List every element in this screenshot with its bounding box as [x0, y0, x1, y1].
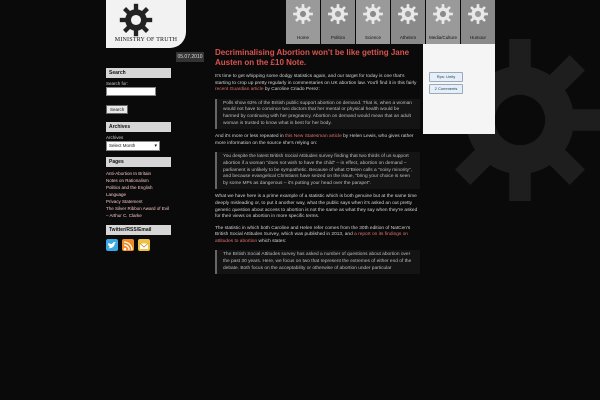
search-button[interactable]: Search [106, 105, 128, 114]
quote: You despite the latest British Social Attitudes survey finding that two thirds of us support abortion if a woman "does not wish to have the child" – in effect, abortion on demand – parliament is unlikely to be sympathetic. Because of what O'Brien calls a "noisy minority", and because evangelical Christians have seized on the issue, "bring your choice is seen by some MPs as dangerous – it's putting your head over the parapet". [215, 152, 420, 189]
nav-label: Humour [469, 35, 486, 40]
nav-label: Media/Culture [428, 35, 457, 40]
social-icons [106, 239, 171, 251]
new-statesman-link[interactable]: this New Statesman article [284, 134, 342, 140]
search-widget-title: Search [106, 68, 171, 78]
paragraph: What we have here is a prime example of a statistic which is both genuine but at the same time deeply misleading or, to put it another way, what the public says when it's asked an out pretty generic question about access to abortion is not the same as what they say when they're asked for their views on abortion in more specific terms. [215, 194, 418, 220]
archives-label: Archives [106, 135, 124, 140]
nav-home[interactable] [286, 0, 320, 44]
gear-icon [327, 3, 349, 25]
report-link[interactable]: a report on its findings on attitudes to abortion [215, 232, 408, 244]
gear-icon [362, 3, 384, 25]
sidebar [106, 68, 171, 251]
page-link[interactable]: Notes on Rationalism [106, 178, 149, 183]
post-meta-panel [423, 44, 495, 134]
paragraph: The statistic in which both Caroline and Helen refer comes from the 30th edition of NatCen's British Social Attitudes Survey, which was published in 2013, and a report on its findings on attitudes to abortion which states: [215, 225, 411, 244]
logo-text: MINISTRY OF TRUTH [114, 37, 178, 43]
nav-media-culture[interactable] [426, 0, 460, 44]
nav-label: Home [296, 35, 309, 40]
post-date: 05.07.2010 [177, 54, 203, 60]
quote: The British Social Attitudes survey has asked a number of questions about abortion over the past 30 years. Here, we focus on two that represent the extremes of either end of the debate. Both focus on the acceptability or otherwise of abortion under particular [215, 250, 420, 274]
gear-icon [292, 3, 314, 25]
search-input[interactable] [106, 87, 156, 96]
gear-icon [467, 3, 489, 25]
paragraph: It's time to get whipping some dodgy statistics again, and our target for today is one that's starting to crop up pretty regularly in commentaries on UK abortion law. You'll find it in this fairly recent Guardian article by Caroline Criado Perez: [215, 74, 417, 93]
guardian-article-link[interactable]: recent Guardian article [215, 87, 264, 93]
nav-humour[interactable] [461, 0, 495, 44]
gear-logo-icon [116, 2, 156, 38]
nav-atheism[interactable] [391, 0, 425, 44]
nav-politics[interactable] [321, 0, 355, 44]
social-widget-title: Twitter/RSS/Email [106, 225, 171, 235]
article [215, 48, 420, 279]
share-button[interactable]: Rps: Unity [429, 72, 463, 82]
pages-widget-title: Pages [106, 157, 171, 167]
page-link[interactable]: The Silver Ribbon Award of Evil – Arthur C. Clarke [106, 206, 169, 218]
search-label: Search for: [106, 81, 129, 86]
nav-label: Atheism [399, 35, 417, 40]
nav-label: Science [364, 35, 381, 40]
paragraph: And it's more or less repeated in this New Statesman article by Helen Lewis, who gives rather more information on the source she's relying on: [215, 134, 414, 146]
rss-icon[interactable] [122, 239, 134, 251]
page-link[interactable]: Politics and the English Language [106, 185, 153, 197]
comments-button[interactable]: 2 Comments [429, 84, 463, 94]
twitter-icon[interactable] [106, 239, 118, 251]
nav-label: Politics [330, 35, 346, 40]
post-title[interactable]: Decriminalising Abortion won't be like getting Jane Austen on the £10 Note. [215, 48, 410, 67]
gear-icon [432, 3, 454, 25]
nav-science[interactable] [356, 0, 390, 44]
main-nav [286, 0, 496, 44]
archives-widget-title: Archives [106, 122, 171, 132]
email-icon[interactable] [138, 239, 150, 251]
page-link[interactable]: Anti-Abortion In Britain [106, 171, 152, 176]
page-link[interactable]: Privacy Statement [106, 199, 143, 204]
quote: Polls show 63% of the British public support abortion on demand. That is, when a woman would not have to convince two doctors that her mental or physical health would be harmed by continuing with her pregnancy. Abortion on demand would mean that an adult woman is trusted to know what is best for her body. [215, 99, 420, 129]
site-logo[interactable] [106, 0, 186, 48]
archives-select[interactable]: Select Month ▾ [106, 141, 160, 151]
gear-icon [397, 3, 419, 25]
